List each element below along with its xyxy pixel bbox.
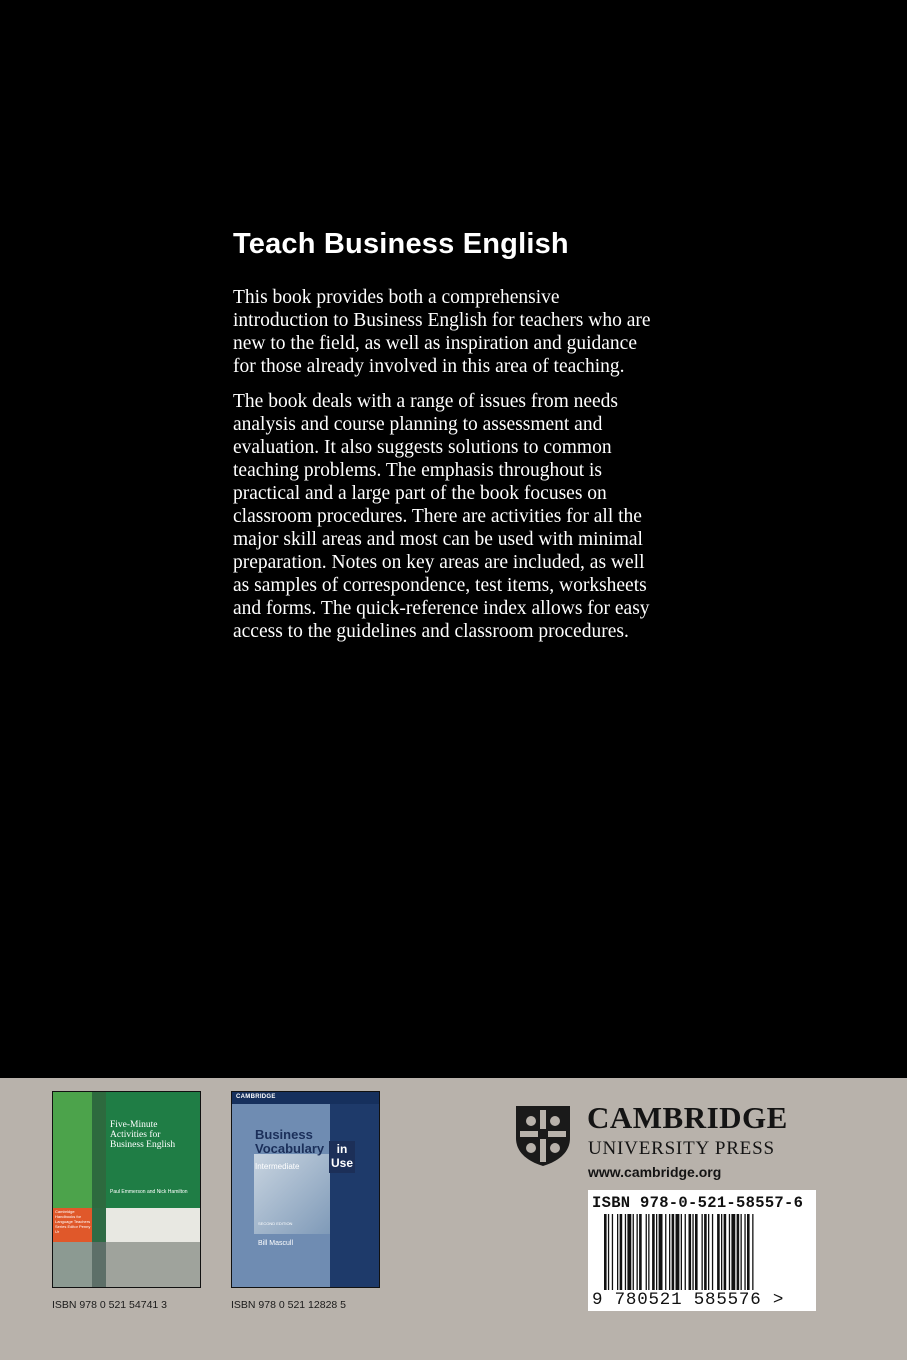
related-book-cover-business-vocabulary (231, 1091, 380, 1288)
related-book-level: Intermediate (255, 1162, 300, 1171)
related-book-edition: SECOND EDITION (258, 1221, 293, 1226)
related-book-cover-five-minute-activities (52, 1091, 201, 1288)
cambridge-crest-icon (514, 1104, 572, 1168)
related-book-isbn: ISBN 978 0 521 12828 5 (231, 1299, 347, 1311)
publisher-press: UNIVERSITY PRESS (588, 1138, 775, 1159)
related-book-title: Five-Minute Activities for Business English (110, 1120, 176, 1150)
isbn-label: ISBN 978-0-521-58557-6 (592, 1194, 804, 1212)
book-description (233, 286, 653, 655)
publisher-url: www.cambridge.org (588, 1164, 722, 1180)
related-book-title: Business Vocabulary (255, 1127, 325, 1156)
in-use-label: in Use (329, 1141, 355, 1173)
related-book-authors: Paul Emmerson and Nick Hamilton (110, 1189, 188, 1195)
related-book-isbn: ISBN 978 0 521 54741 3 (52, 1299, 168, 1311)
publisher-name: CAMBRIDGE (587, 1100, 788, 1135)
barcode-digits: 9 780521 585576 > (592, 1290, 785, 1310)
related-book-series: Cambridge Handbooks for Language Teachers Series Editor Penny Ur (55, 1209, 91, 1234)
related-book-publisher: CAMBRIDGE (236, 1094, 276, 1100)
book-title: Teach Business English (233, 228, 569, 260)
description-paragraph-2: The book deals with a range of issues from needs analysis and course planning to assessment and evaluation. It also suggests solutions to common teaching problems. The emphasis throughout is practical and a large part of the book focuses on classroom procedures. There are activities for all the major skill areas and most can be used with minimal preparation. Notes on key areas are included, as well as samples of correspondence, test items, worksheets and forms. The quick-reference index allows for easy access to the guidelines and classroom procedures. (233, 391, 650, 642)
barcode-icon (604, 1214, 810, 1296)
related-book-author: Bill Mascull (258, 1240, 294, 1247)
description-paragraph-1: This book provides both a comprehensive introduction to Business English for teachers who are new to the field, as well as inspiration and guidance for those already involved in this area of teaching. (233, 287, 651, 377)
